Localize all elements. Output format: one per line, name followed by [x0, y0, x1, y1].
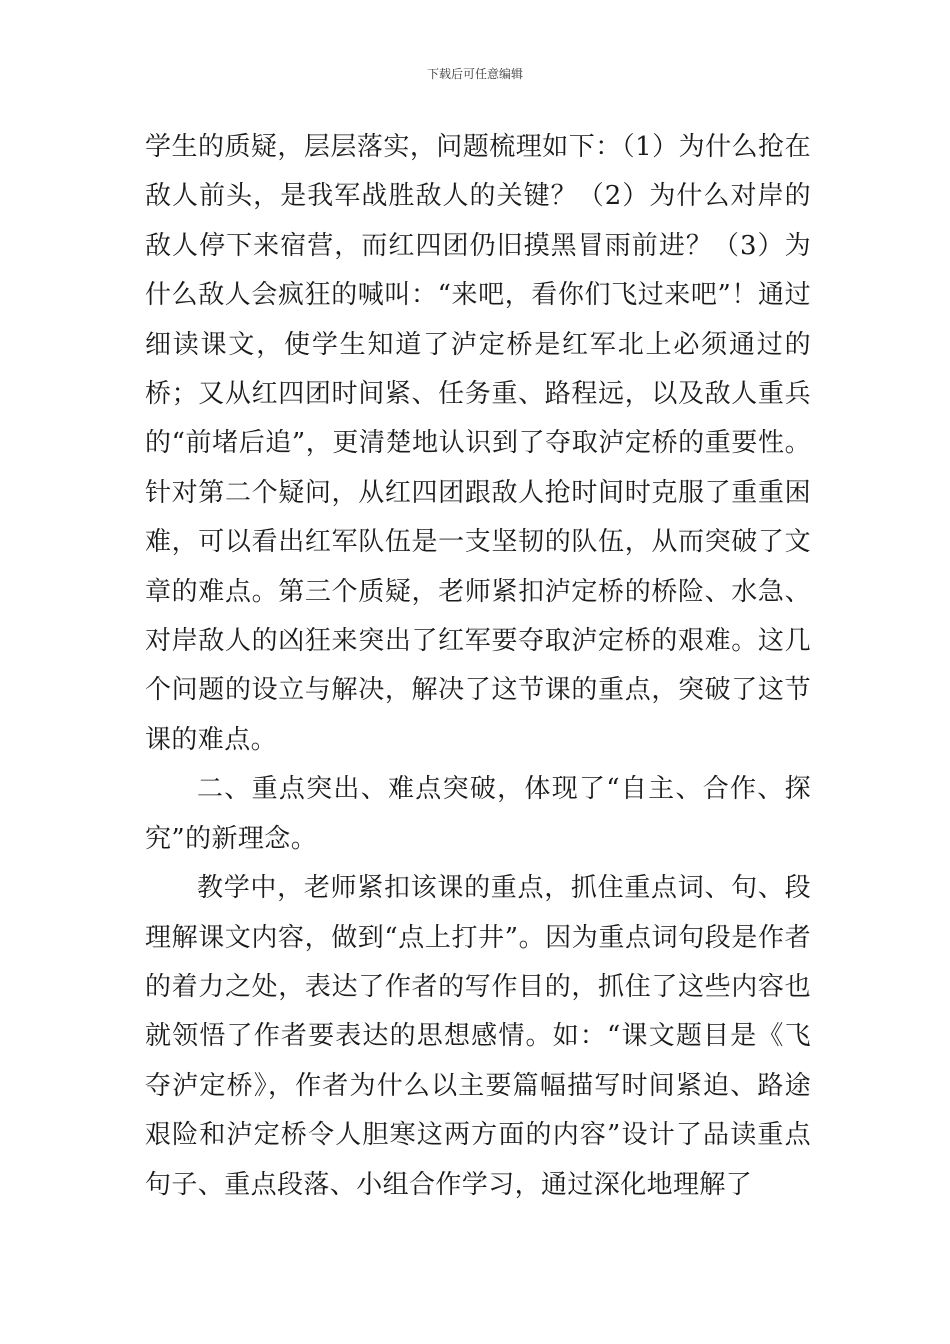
paragraph-teaching: 教学中，老师紧扣该课的重点，抓住重点词、句、段理解课文内容，做到“点上打井”。因为重点词句段是作者的着力之处，表达了作者的写作目的，抓住了这些内容也就领悟了作者要表达的思想感情。如：“课文题目是《飞夺泸定桥》，作者为什么以主要篇幅描写时间紧迫、路途艰险和泸定桥令人胆寒这两方面的内容”设计了品读重点句子、重点段落、小组合作学习，通过深化地理解了 — [145, 873, 811, 1200]
document-body — [145, 123, 811, 1210]
paragraph-questions: 学生的质疑，层层落实，问题梳理如下：（1）为什么抢在敌人前头，是我军战胜敌人的关键？（2）为什么对岸的敌人停下来宿营，而红四团仍旧摸黑冒雨前进？（3）为什么敌人会疯狂的喊叫：“来吧，看你们飞过来吧”！通过细读课文，使学生知道了泸定桥是红军北上必须通过的桥；又从红四团时间紧、任务重、路程远，以及敌人重兵的“前堵后追”，更清楚地认识到了夺取泸定桥的重要性。针对第二个疑问，从红四团跟敌人抢时间时克服了重重困难，可以看出红军队伍是一支坚韧的队伍，从而突破了文章的难点。第三个质疑，老师紧扣泸定桥的桥险、水急、对岸敌人的凶狂来突出了红军要夺取泸定桥的艰难。这几个问题的设立与解决，解决了这节课的重点，突破了这节课的难点。 — [145, 132, 811, 755]
header-note: 下载后可任意编辑 — [426, 67, 523, 81]
paragraph-section-two-heading: 二、重点突出、难点突破，体现了“自主、合作、探究”的新理念。 — [145, 774, 811, 854]
